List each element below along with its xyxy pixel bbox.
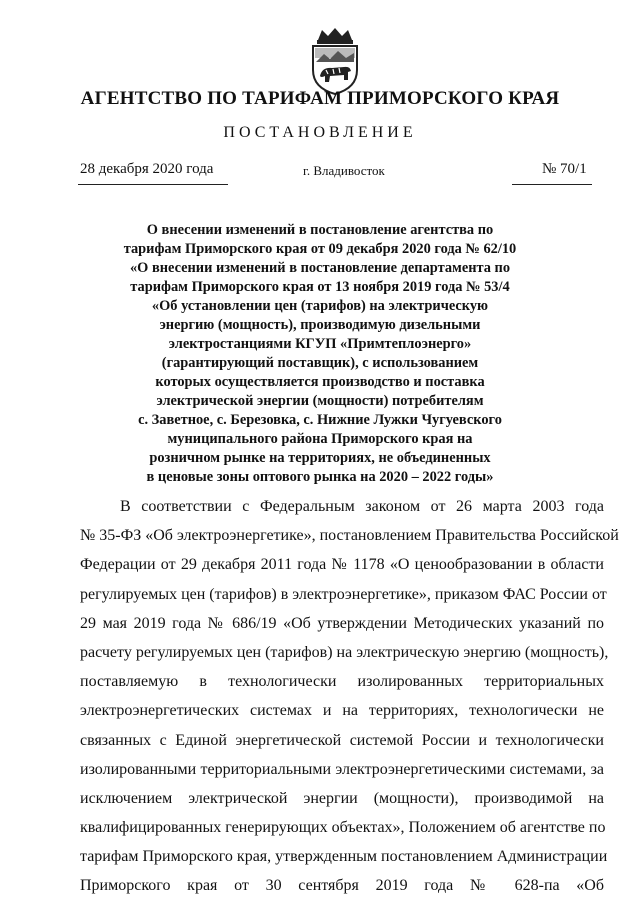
title-line: муниципального района Приморского края на [167, 431, 473, 447]
body-paragraph [80, 492, 619, 901]
body-line: Федерации от 29 декабря 2011 года № 1178 «О ценообразовании в области [80, 556, 604, 574]
body-line: В соответствии с Федеральным законом от 26 марта 2003 года [120, 498, 604, 515]
title-line: которых осуществляется производство и поставка [155, 374, 485, 390]
document-number: № 70/1 [542, 161, 587, 177]
document-title [90, 221, 550, 487]
body-line: связанных с Единой энергетической системой России и технологически [80, 731, 604, 749]
document-type: ПОСТАНОВЛЕНИЕ [223, 124, 417, 141]
body-line: изолированными территориальными электроэнергетическими системами, за [80, 760, 604, 778]
body-line: электроэнергетических системах и на территориях, технологически не [80, 702, 604, 720]
body-line: № 35-ФЗ «Об электроэнергетике», постановлением Правительства Российской [80, 527, 619, 545]
body-line: квалифицированных генерирующих объектах», Положением об агентстве по [80, 819, 606, 837]
body-line: регулируемых цен (тарифов) в электроэнергетике», приказом ФАС России от [80, 585, 607, 603]
title-line: розничном рынке на территориях, не объединенных [149, 450, 491, 466]
title-line: тарифам Приморского края от 09 декабря 2020 года № 62/10 [123, 241, 517, 257]
body-line: Приморского края от 30 сентября 2019 года № 628-па «Об [80, 877, 604, 895]
document-date: 28 декабря 2020 года [80, 161, 214, 177]
body-line: 29 мая 2019 года № 686/19 «Об утверждении Методических указаний по [80, 614, 604, 632]
title-line: в ценовые зоны оптового рынка на 2020 – 2022 годы» [146, 469, 494, 485]
body-line: исключением электрической энергии (мощности), производимой на [80, 789, 604, 807]
body-line: поставляемую в технологически изолированных территориальных [80, 673, 604, 691]
title-line: электрической энергии (мощности) потребителям [156, 393, 484, 409]
title-line: с. Заветное, с. Березовка, с. Нижние Лужки Чугуевского [138, 412, 502, 428]
title-line: (гарантирующий поставщик), с использованием [161, 355, 479, 371]
title-line: «Об установлении цен (тарифов) на электрическую [151, 298, 489, 314]
title-line: «О внесении изменений в постановление департамента по [129, 260, 511, 276]
coat-of-arms-icon [304, 26, 366, 96]
title-line: электростанциями КГУП «Примтеплоэнерго» [168, 336, 472, 352]
date-underline [78, 184, 228, 185]
title-line: тарифам Приморского края от 13 ноября 2019 года № 53/4 [130, 279, 510, 295]
body-line: расчету регулируемых цен (тарифов) на электрическую энергию (мощность), [80, 643, 609, 661]
body-line: тарифам Приморского края, утвержденным постановлением Администрации [80, 848, 608, 866]
document-city: г. Владивосток [303, 163, 385, 178]
agency-name: АГЕНТСТВО ПО ТАРИФАМ ПРИМОРСКОГО КРАЯ [80, 88, 560, 109]
number-underline [512, 184, 592, 185]
title-line: О внесении изменений в постановление агентства по [146, 222, 494, 238]
title-line: энергию (мощность), производимую дизельными [159, 317, 481, 333]
